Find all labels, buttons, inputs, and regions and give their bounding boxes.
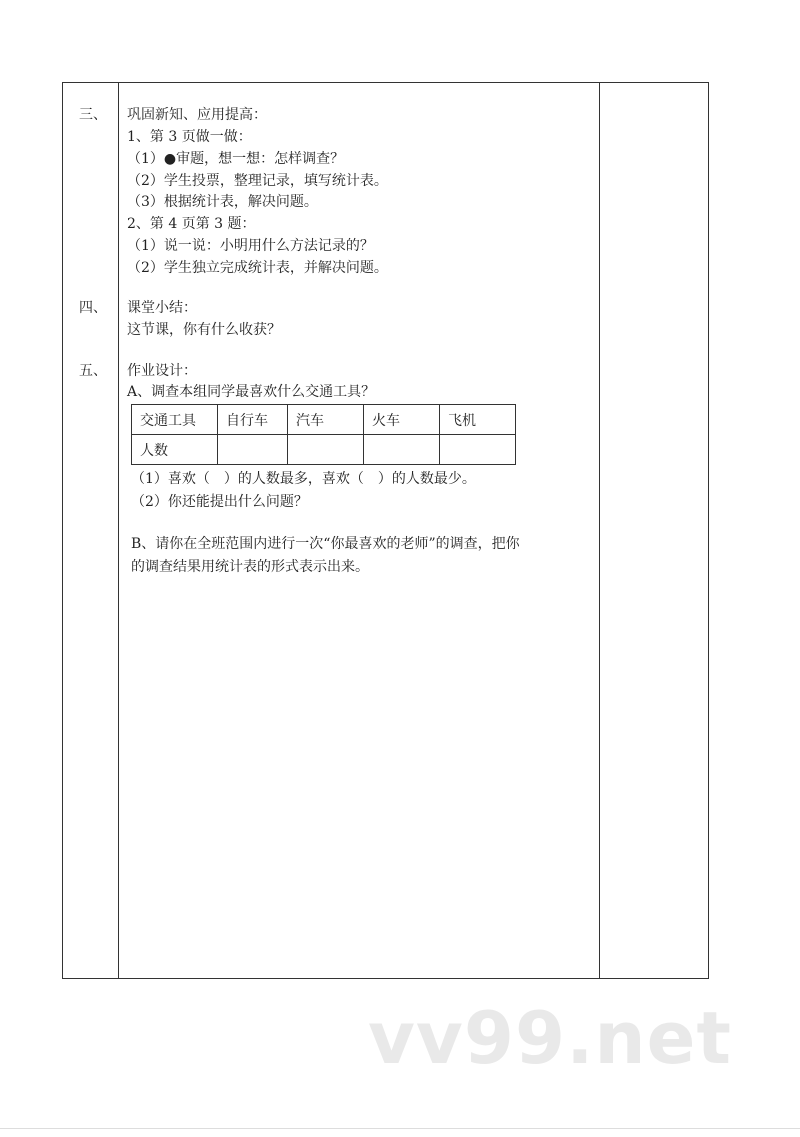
section-4-number: 四、 bbox=[79, 300, 107, 316]
column-divider-right bbox=[599, 83, 600, 978]
column-divider-left bbox=[118, 83, 119, 978]
task-b-line: B、请你在全班范围内进行一次“你最喜欢的老师”的调查，把你 bbox=[131, 536, 520, 552]
section-5-title: 作业设计： bbox=[127, 363, 197, 379]
table-header-cell: 汽车 bbox=[288, 405, 364, 435]
table-cell bbox=[364, 435, 440, 465]
section-3-number: 三、 bbox=[79, 107, 107, 123]
table-cell bbox=[440, 435, 516, 465]
section-4-title: 课堂小结： bbox=[127, 300, 197, 316]
section-3-line: （2）学生独立完成统计表，并解决问题。 bbox=[127, 260, 388, 276]
section-5-task-a: A、调查本组同学最喜欢什么交通工具？ bbox=[127, 384, 376, 400]
question-line: （2）你还能提出什么问题？ bbox=[131, 494, 308, 510]
page-bottom-edge bbox=[0, 1128, 800, 1129]
watermark: vv99.net bbox=[368, 996, 732, 1080]
section-3-line: 1、第 3 页做一做： bbox=[127, 129, 252, 145]
table-header-cell: 交通工具 bbox=[132, 405, 218, 435]
lesson-plan-table bbox=[62, 82, 709, 979]
section-3-line: （3）根据统计表，解决问题。 bbox=[127, 194, 318, 210]
table-row bbox=[132, 435, 516, 465]
table-row-label: 人数 bbox=[132, 435, 218, 465]
table-header-cell: 飞机 bbox=[440, 405, 516, 435]
table-header-cell: 自行车 bbox=[218, 405, 288, 435]
section-5-number: 五、 bbox=[79, 363, 107, 379]
section-3-line: 2、第 4 页第 3 题： bbox=[127, 216, 256, 232]
section-4-line: 这节课，你有什么收获？ bbox=[127, 322, 281, 338]
table-header-cell: 火车 bbox=[364, 405, 440, 435]
transport-survey-table bbox=[131, 404, 516, 465]
table-row bbox=[132, 405, 516, 435]
table-cell bbox=[218, 435, 288, 465]
question-line: （1）喜欢（ ）的人数最多，喜欢（ ）的人数最少。 bbox=[131, 471, 476, 487]
table-cell bbox=[288, 435, 364, 465]
section-3-title: 巩固新知、应用提高： bbox=[127, 107, 267, 123]
section-3-line: （1）●审题，想一想：怎样调查？ bbox=[127, 151, 345, 167]
section-3-line: （1）说一说：小明用什么方法记录的？ bbox=[127, 238, 374, 254]
task-b-line: 的调查结果用统计表的形式表示出来。 bbox=[131, 559, 369, 575]
section-3-line: （2）学生投票，整理记录，填写统计表。 bbox=[127, 173, 388, 189]
